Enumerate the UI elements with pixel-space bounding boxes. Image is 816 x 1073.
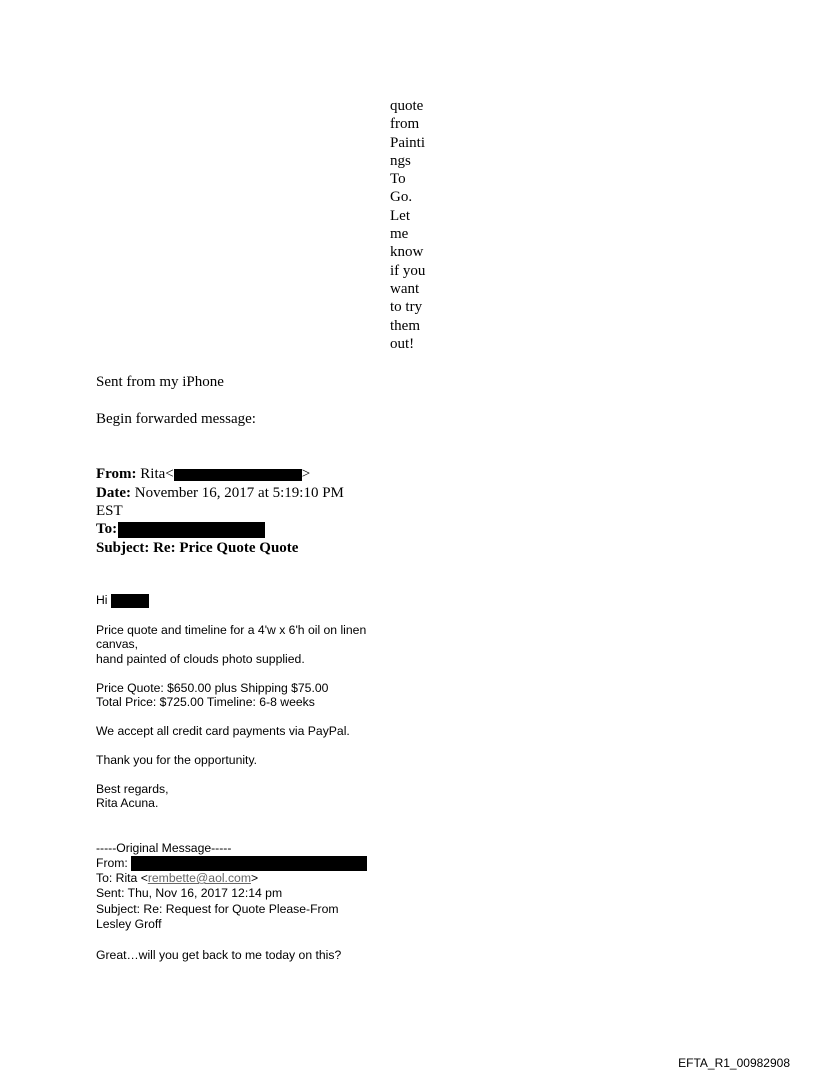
forward-date-line	[96, 484, 344, 502]
forward-to-line	[96, 520, 265, 538]
original-sent-line: Sent: Thu, Nov 16, 2017 12:14 pm	[96, 886, 283, 900]
message-line: to try	[390, 299, 423, 316]
from-close-bracket: >	[301, 466, 311, 482]
forward-from-line	[96, 465, 310, 483]
original-from-label: From:	[96, 856, 128, 870]
message-line: me	[390, 226, 409, 243]
to-label: To:	[96, 521, 118, 537]
message-line: know	[390, 244, 424, 261]
message-line: quote	[390, 98, 424, 114]
quote-line-3: hand painted of clouds photo supplied.	[96, 652, 305, 666]
forward-message-text	[390, 97, 434, 353]
message-line: Let	[390, 207, 410, 224]
email-link[interactable]: rembette@aol.com	[147, 871, 251, 885]
message-line: want	[390, 280, 420, 297]
subject-value: Re: Price Quote Quote	[153, 540, 299, 556]
message-line: Painti	[390, 134, 426, 151]
original-subject-line-1: Subject: Re: Request for Quote Please-From	[96, 902, 339, 916]
message-line: if you	[390, 262, 426, 279]
redaction-block	[131, 856, 367, 871]
original-from-line	[96, 856, 367, 871]
original-subject-line-2: Lesley Groff	[96, 917, 162, 931]
date-value: November 16, 2017 at 5:19:10 PM	[134, 485, 344, 501]
message-line: out!	[390, 335, 415, 352]
subject-label: Subject:	[96, 540, 150, 556]
message-line: ngs	[390, 152, 411, 169]
redaction-block	[111, 594, 149, 608]
redaction-block	[174, 469, 302, 481]
original-to-line	[96, 871, 258, 886]
forward-subject-line	[96, 539, 298, 557]
message-line: Go.	[390, 189, 413, 206]
message-line: from	[390, 116, 420, 133]
quote-line-1: Price quote and timeline for a 4'w x 6'h oil on linen	[96, 623, 367, 637]
message-line: To	[390, 171, 406, 188]
greeting: Hi	[96, 593, 108, 607]
iphone-signature: Sent from my iPhone	[96, 374, 224, 390]
quote-line-2: canvas,	[96, 637, 139, 651]
original-to-suffix: >	[250, 871, 259, 885]
from-open-bracket: <	[165, 466, 174, 482]
original-message-divider: -----Original Message-----	[96, 841, 232, 855]
reply-greeting-line	[96, 593, 149, 608]
closing: Best regards,	[96, 782, 169, 796]
message-line: them	[390, 317, 420, 334]
document-id: EFTA_R1_00982908	[678, 1056, 790, 1070]
from-name: Rita	[140, 466, 166, 482]
total-line: Total Price: $725.00 Timeline: 6-8 weeks	[96, 695, 315, 709]
original-body: Great…will you get back to me today on this?	[96, 948, 342, 962]
forward-label: Begin forwarded message:	[96, 411, 256, 427]
redaction-block	[118, 522, 265, 538]
payment-line: We accept all credit card payments via PayPal.	[96, 724, 350, 738]
price-line: Price Quote: $650.00 plus Shipping $75.00	[96, 681, 329, 695]
original-to-prefix: To: Rita <	[96, 871, 148, 885]
date-timezone: EST	[96, 503, 123, 519]
from-label: From:	[96, 466, 137, 482]
thanks-line: Thank you for the opportunity.	[96, 753, 258, 767]
date-label: Date:	[96, 485, 131, 501]
signer: Rita Acuna.	[96, 796, 159, 810]
